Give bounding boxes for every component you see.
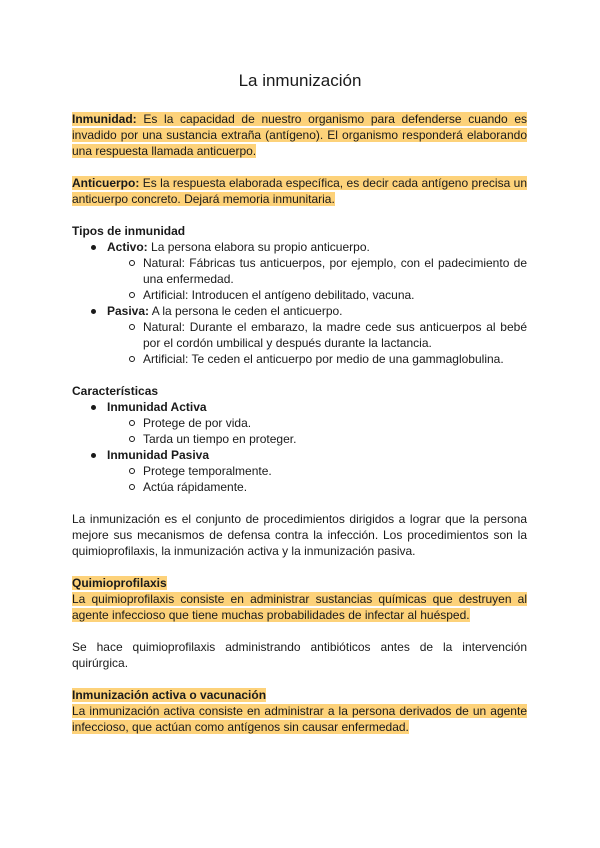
caracteristicas-list (72, 399, 527, 495)
pasiva-term: Pasiva: (107, 304, 150, 318)
list-item: Artificial: Introducen el antígeno debilitado, vacuna. (72, 287, 527, 303)
activo-sublist (107, 255, 527, 303)
list-item: Natural: Fábricas tus anticuerpos, por ejemplo, con el padecimiento de una enfermedad. (72, 255, 527, 287)
tipos-heading: Tipos de inmunidad (72, 224, 186, 238)
quimio-heading: Quimioprofilaxis (72, 576, 167, 590)
inmunidad-paragraph (72, 111, 527, 159)
inmunidad-term: Inmunidad: (72, 112, 137, 126)
caracteristicas-heading: Características (72, 384, 159, 398)
activa-paragraph: La inmunización activa consiste en administrar a la persona derivados de un agente infeccioso, que actúan como antígenos sin causar enfermedad. (72, 704, 527, 734)
pasiva-text: A la persona le ceden el anticuerpo. (151, 304, 343, 318)
list-item (72, 303, 527, 367)
page-title: La inmunización (238, 71, 362, 90)
list-item (72, 239, 527, 303)
document-body (72, 111, 527, 735)
list-item: Artificial: Te ceden el anticuerpo por medio de una gammaglobulina. (72, 351, 527, 367)
list-item (72, 447, 527, 495)
list-item (72, 399, 527, 447)
list-item: Natural: Durante el embarazo, la madre cede sus anticuerpos al bebé por el cordón umbilical y después durante la lactancia. (72, 319, 527, 351)
list-item: Tarda un tiempo en proteger. (72, 431, 527, 447)
list-item: Actúa rápidamente. (72, 479, 527, 495)
tipos-list (72, 239, 527, 367)
pasiva-char-sublist (107, 463, 527, 495)
activa-term: Inmunidad Activa (107, 400, 207, 414)
quimio-note: Se hace quimioprofilaxis administrando antibióticos antes de la intervención quirúrgica. (72, 640, 527, 670)
anticuerpo-paragraph (72, 175, 527, 207)
activa-heading: Inmunización activa o vacunación (72, 688, 267, 702)
list-item: Protege temporalmente. (72, 463, 527, 479)
pasiva-sublist (107, 319, 527, 367)
anticuerpo-term: Anticuerpo: (72, 176, 140, 190)
intro-paragraph: La inmunización es el conjunto de procedimientos dirigidos a lograr que la persona mejore sus mecanismos de defensa contra la infección. Los procedimientos son la quimioprofilaxis, la inmunización activa y la inmunización pasiva. (72, 512, 527, 558)
activo-term: Activo: (107, 240, 148, 254)
activa-sublist (107, 415, 527, 447)
list-item: Protege de por vida. (72, 415, 527, 431)
inmunidad-text: Es la capacidad de nuestro organismo para defenderse cuando es invadido por una sustancia extraña (antígeno). El organismo responderá elaborando una respuesta llamada anticuerpo. (72, 112, 527, 158)
activo-text: La persona elabora su propio anticuerpo. (151, 240, 370, 254)
anticuerpo-text: Es la respuesta elaborada específica, es decir cada antígeno precisa un anticuerpo concreto. Dejará memoria inmunitaria. (72, 176, 527, 206)
quimio-paragraph: La quimioprofilaxis consiste en administrar sustancias químicas que destruyen al agente infeccioso que tiene muchas probabilidades de infectar al huésped. (72, 592, 527, 622)
pasiva-char-term: Inmunidad Pasiva (107, 448, 210, 462)
